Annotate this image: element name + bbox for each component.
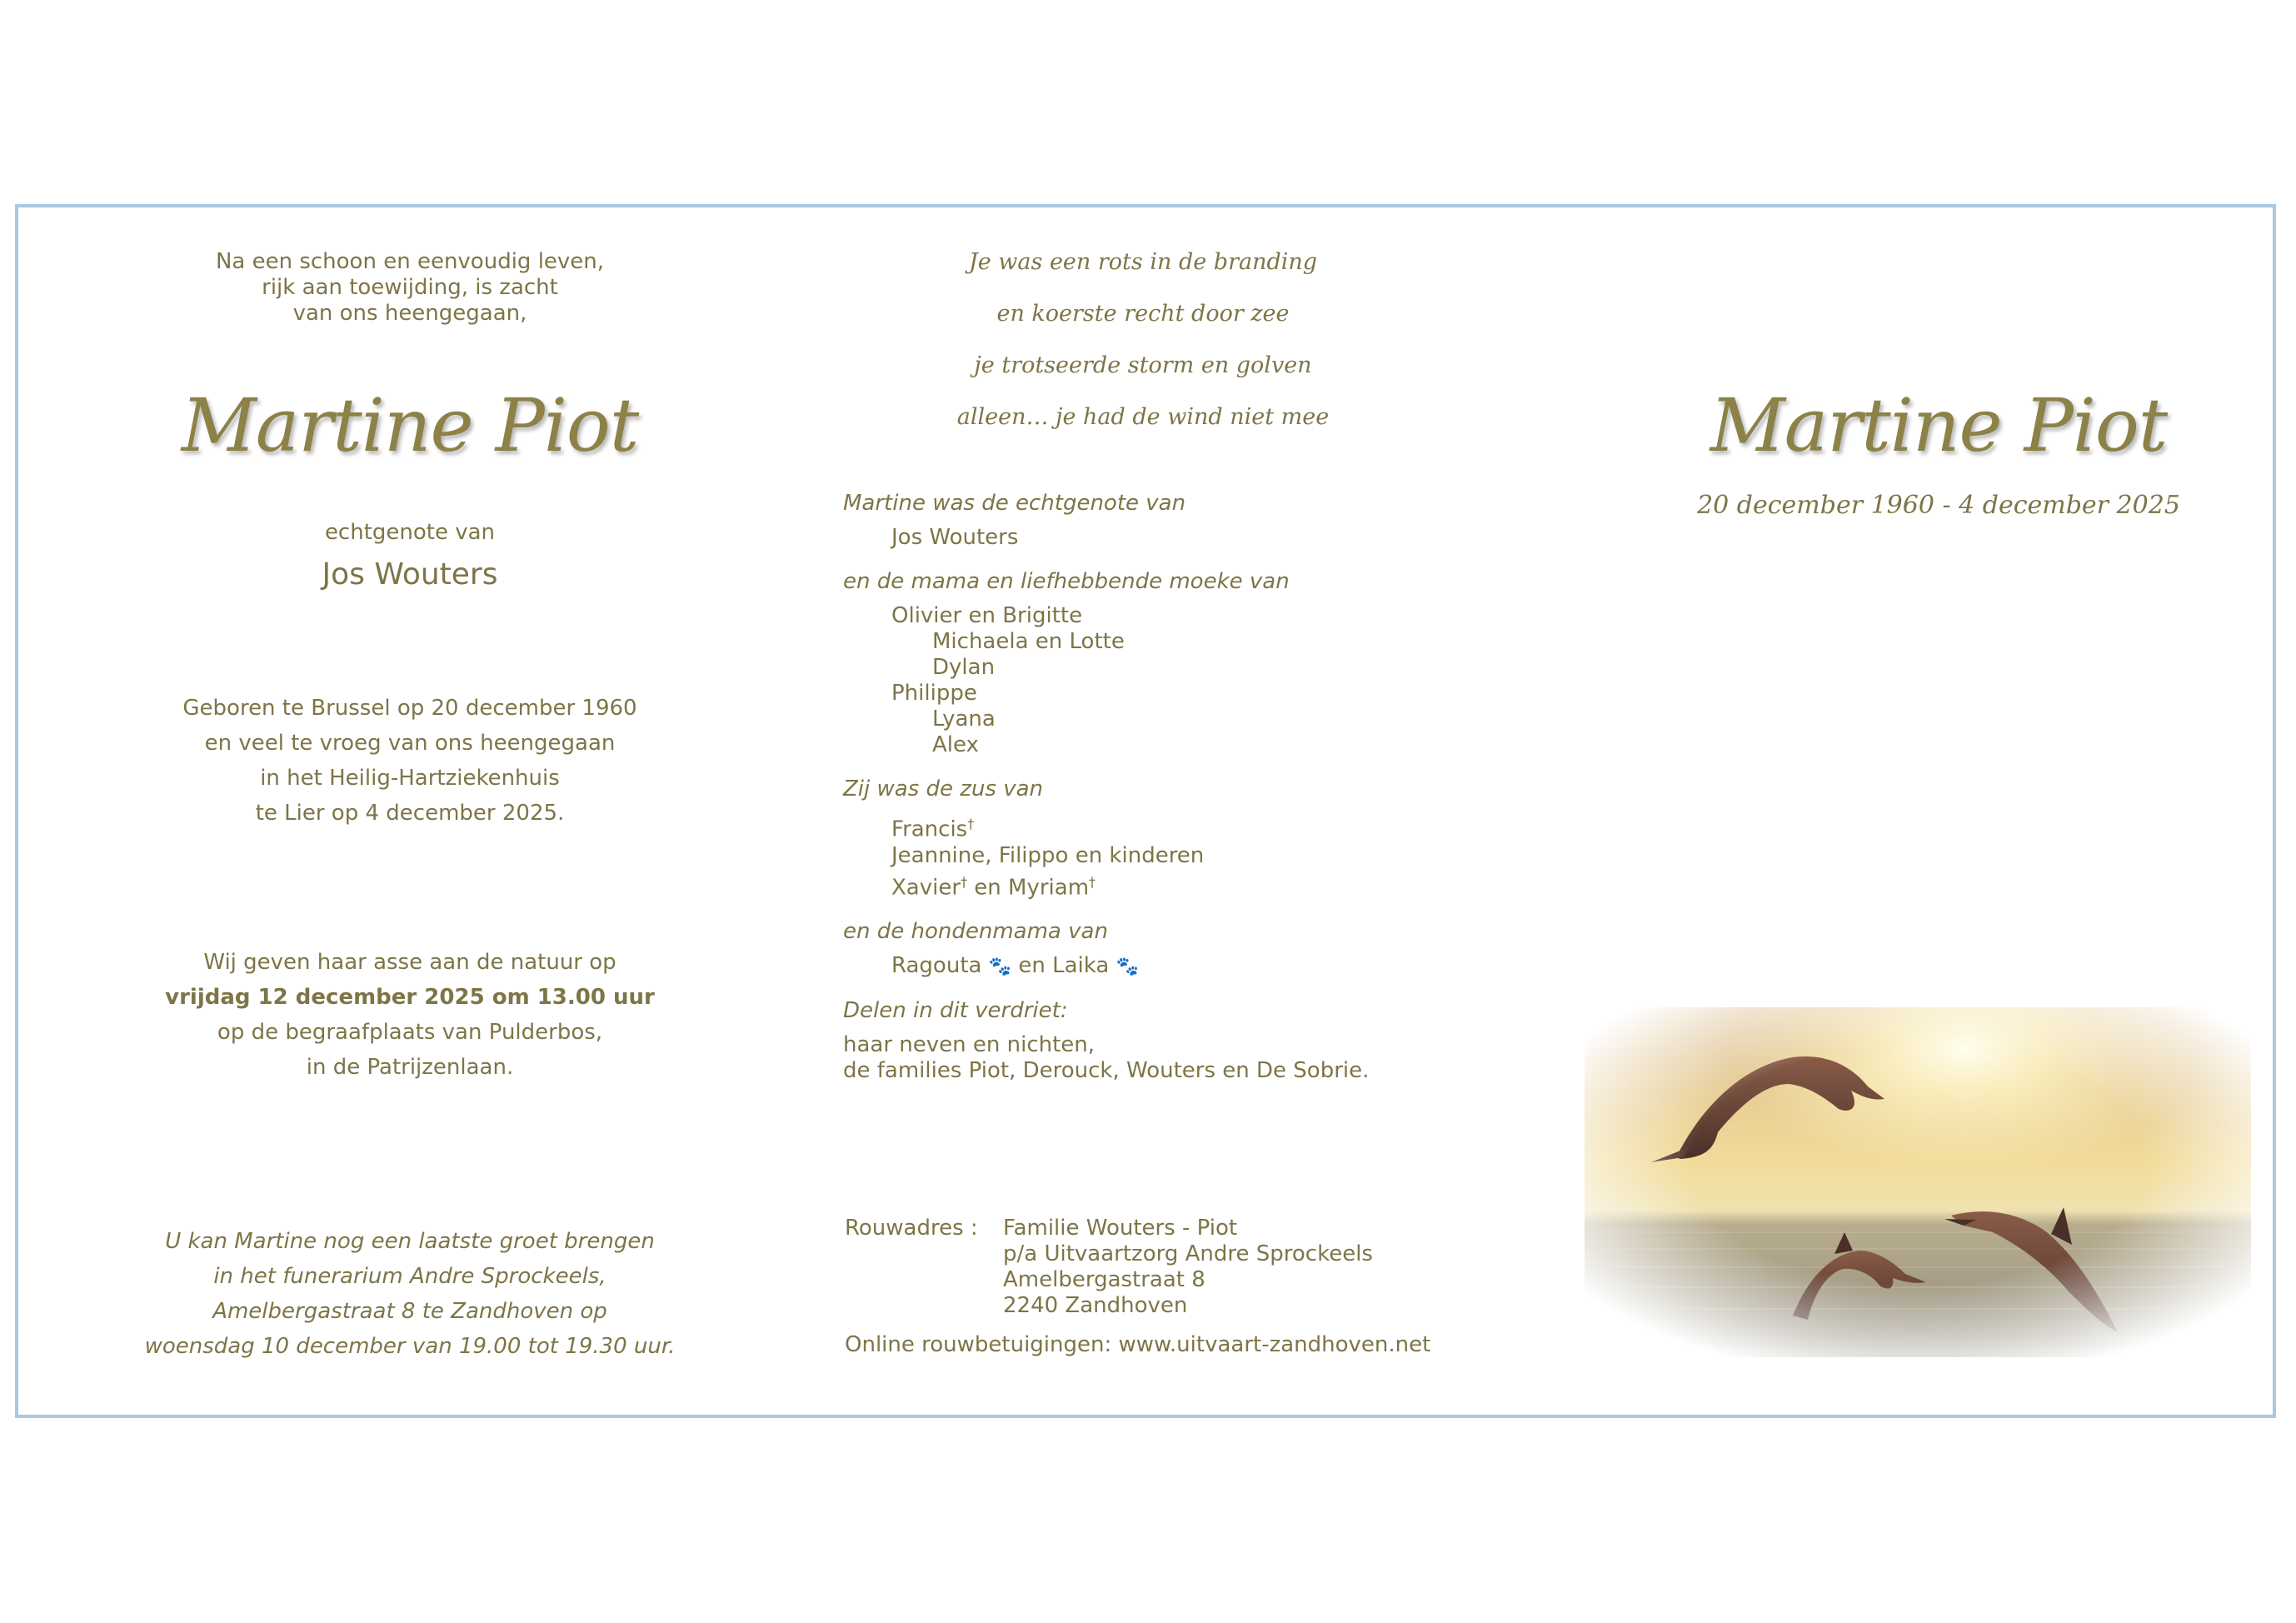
sibling-name: Francis [891, 816, 968, 842]
poem-line: je trotseerde storm en golven [974, 352, 1312, 378]
visitation-text [118, 1224, 701, 1364]
spouse-label: echtgenote van [324, 520, 496, 545]
poem-line: Je was een rots in de branding [968, 249, 1318, 275]
intro-line: van ons heengegaan, [292, 301, 527, 326]
spouse-name: Jos Wouters [322, 557, 498, 592]
dogs-entry [843, 953, 1476, 980]
sibling-name: en Myriam [967, 875, 1090, 901]
visitation-line: woensdag 10 december van 19.00 tot 19.30 uur. [144, 1334, 676, 1359]
card-frame [15, 204, 2276, 1418]
visitation-line: U kan Martine nog een laatste groet brengen [165, 1229, 655, 1254]
cover-name: Martine Piot [1710, 382, 2168, 468]
child-entry: Olivier en Brigitte [891, 603, 1083, 628]
visitation-line: Amelbergastraat 8 te Zandhoven op [212, 1299, 607, 1324]
spouse-heading: Martine was de echtgenote van [843, 491, 1186, 516]
intro-line: rijk aan toewijding, is zacht [262, 275, 558, 300]
ceremony-text [143, 945, 676, 1085]
online-condolences: Online rouwbetuigingen: www.uitvaart-zandhoven.net [845, 1332, 1431, 1357]
grandchild-entry: Alex [932, 732, 979, 757]
cross-icon: † [1089, 873, 1096, 890]
birth-text [143, 691, 676, 831]
poem [851, 237, 1435, 443]
intro-line: Na een schoon en eenvoudig leven, [215, 249, 605, 274]
deceased-name: Martine Piot [181, 382, 639, 468]
ceremony-line: op de begraafplaats van Pulderbos, [217, 1020, 603, 1045]
share-line: haar neven en nichten, [843, 1032, 1096, 1058]
dolphins-sunset-image [1585, 1007, 2251, 1357]
cross-icon: † [961, 873, 968, 890]
dog-name: en Laika [1011, 953, 1116, 979]
sibling-entry [843, 811, 1476, 843]
grandchild-entry: Dylan [932, 655, 996, 680]
grandchild-entry: Lyana [932, 707, 996, 732]
intro-text [143, 249, 676, 327]
dogs-heading: en de hondenmama van [843, 919, 1108, 945]
child-entry: Philippe [891, 681, 977, 706]
visitation-line: in het funerarium Andre Sprockeels, [213, 1264, 606, 1289]
ceremony-line: in de Patrijzenlaan. [306, 1055, 514, 1080]
dog-name: Ragouta [891, 953, 982, 979]
spouse-entry: Jos Wouters [891, 525, 1019, 550]
sibling-name: Xavier [891, 875, 961, 901]
poem-line: en koerste recht door zee [996, 301, 1290, 327]
address-line: p/a Uitvaartzorg Andre Sprockeels [1003, 1241, 1373, 1266]
siblings-heading: Zij was de zus van [843, 777, 1044, 802]
life-dates: 20 december 1960 - 4 december 2025 [1697, 491, 2180, 520]
poem-line: alleen… je had de wind niet mee [956, 404, 1330, 430]
mourning-address [845, 1216, 1478, 1319]
ceremony-line: Wij geven haar asse aan de natuur op [203, 950, 616, 975]
ceremony-date: vrijdag 12 december 2025 om 13.00 uur [165, 985, 655, 1010]
paw-icon: 🐾 [1116, 956, 1139, 978]
address-line: Familie Wouters - Piot [1003, 1216, 1238, 1241]
paw-icon: 🐾 [988, 956, 1012, 978]
address-line: 2240 Zandhoven [1003, 1293, 1188, 1318]
sibling-entry: Jeannine, Filippo en kinderen [891, 842, 1205, 868]
grandchild-entry: Michaela en Lotte [932, 629, 1125, 654]
family-section [843, 491, 1476, 1084]
birth-line: Geboren te Brussel op 20 december 1960 [182, 696, 637, 721]
sibling-entry [843, 869, 1476, 901]
share-line: de families Piot, Derouck, Wouters en De Sobrie. [843, 1058, 1370, 1084]
birth-line: te Lier op 4 december 2025. [255, 801, 565, 826]
share-heading: Delen in dit verdriet: [843, 998, 1068, 1024]
address-label: Rouwadres : [845, 1216, 978, 1241]
address-line: Amelbergastraat 8 [1003, 1267, 1205, 1292]
children-heading: en de mama en liefhebbende moeke van [843, 569, 1290, 594]
cross-icon: † [967, 816, 975, 831]
birth-line: en veel te vroeg van ons heengegaan [204, 731, 616, 756]
birth-line: in het Heilig-Hartziekenhuis [260, 766, 560, 791]
